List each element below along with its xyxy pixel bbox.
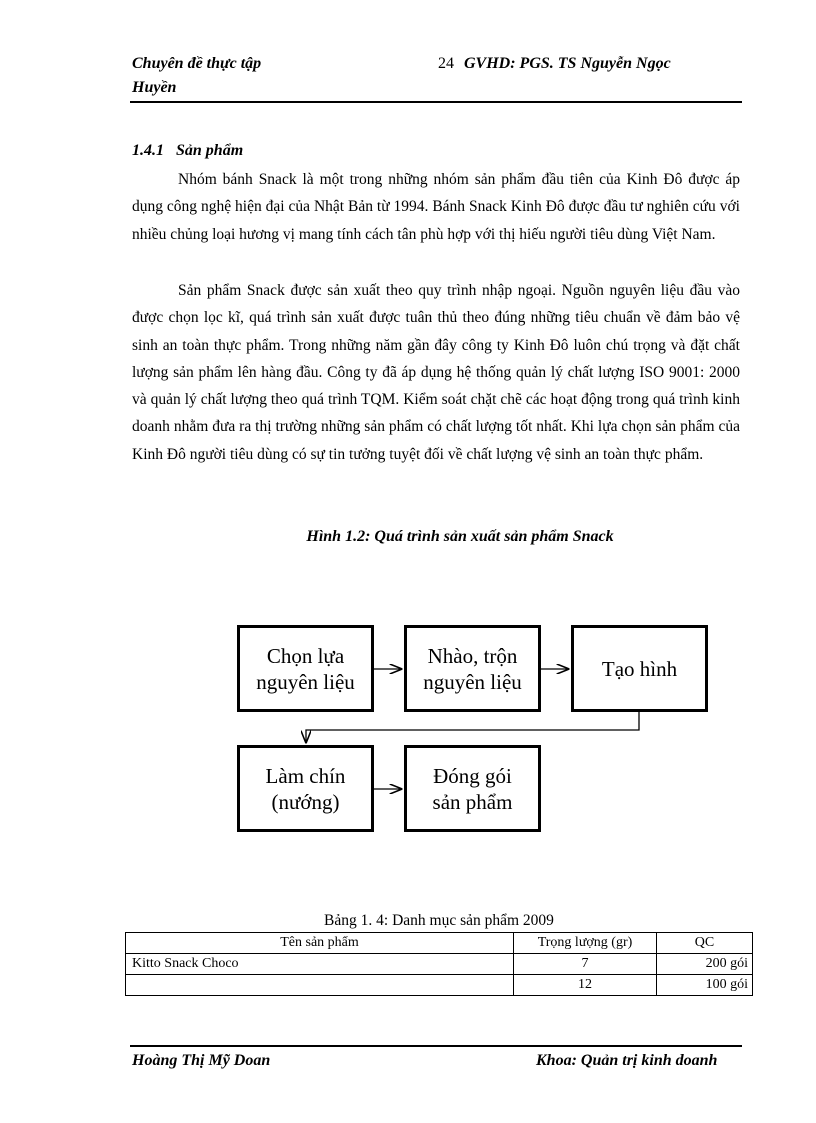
- header-supervisor: GVHD: PGS. TS Nguyễn Ngọc: [464, 55, 671, 72]
- step-label: nguyên liệu: [256, 669, 355, 694]
- product-table: [125, 932, 753, 996]
- arrow-step3-step4: [306, 712, 639, 742]
- col-header-product-name: Tên sản phẩm: [126, 933, 514, 954]
- cell-weight: 12: [514, 975, 657, 996]
- cell-weight: 7: [514, 954, 657, 975]
- table-row: [126, 975, 753, 996]
- step-label: nguyên liệu: [423, 669, 522, 694]
- figure-caption: Hình 1.2: Quá trình sản xuất sản phẩm Snack: [306, 528, 614, 545]
- flow-step-knead-mix: [404, 625, 541, 712]
- step-label: Tạo hình: [601, 656, 678, 681]
- cell-product-name: Kitto Snack Choco: [126, 954, 514, 975]
- footer-author: Hoàng Thị Mỹ Doan: [132, 1052, 271, 1069]
- cell-qc: 200 gói: [657, 954, 753, 975]
- col-header-weight: Trọng lượng (gr): [514, 933, 657, 954]
- header-title: Chuyên đề thực tập: [132, 55, 262, 72]
- section-title: Sản phẩm: [176, 142, 244, 159]
- cell-product-name: [126, 975, 514, 996]
- step-label: sản phẩm: [432, 789, 513, 814]
- step-label: (nướng): [271, 789, 340, 814]
- page-number: 24: [438, 55, 454, 72]
- table-caption: Bảng 1. 4: Danh mục sản phẩm 2009: [324, 912, 554, 929]
- step-label: Đóng gói: [433, 763, 512, 788]
- flow-step-packaging: [404, 745, 541, 832]
- step-label: Nhào, trộn: [427, 643, 518, 668]
- footer-rule: [130, 1045, 742, 1047]
- section-number: 1.4.1: [132, 142, 164, 159]
- flow-step-shaping: [571, 625, 708, 712]
- step-label: Chọn lựa: [266, 643, 345, 668]
- flow-step-select-ingredients: [237, 625, 374, 712]
- col-header-qc: QC: [657, 933, 753, 954]
- paragraph-1: Nhóm bánh Snack là một trong những nhóm sản phẩm đầu tiên của Kinh Đô được áp dụng công nghệ hiện đại của Nhật Bản từ 1994. Bánh Snack Kinh Đô được đầu tư nghiên cứu với nhiều chủng loại hương vị mang tính cách tân phù hợp với thị hiếu người tiêu dùng Việt Nam.: [132, 171, 740, 243]
- footer-faculty: Khoa: Quản trị kinh doanh: [536, 1052, 718, 1069]
- table-row: [126, 954, 753, 975]
- flow-step-baking: [237, 745, 374, 832]
- step-label: Làm chín: [265, 763, 346, 788]
- header-title-continuation: Huyền: [132, 79, 177, 96]
- paragraph-2: Sản phẩm Snack được sản xuất theo quy trình nhập ngoại. Nguồn nguyên liệu đầu vào được chọn lọc kĩ, quá trình sản xuất được tuân thủ theo đúng những tiêu chuẩn về đảm bảo vệ sinh an toàn thực phẩm. Trong những năm gần đây công ty Kinh Đô luôn chú trọng và đặt chất lượng sản phẩm lên hàng đầu. Công ty đã áp dụng hệ thống quản lý chất lượng ISO 9001: 2000 và quản lý chất lượng theo quá trình TQM. Kiểm soát chặt chẽ các hoạt động trong quá trình kinh doanh nhằm đưa ra thị trường những sản phẩm có chất lượng tốt nhất. Khi lựa chọn sản phẩm của Kinh Đô người tiêu dùng có sự tin tưởng tuyệt đối về chất lượng vệ sinh an toàn thực phẩm.: [132, 282, 740, 463]
- table-header-row: [126, 933, 753, 954]
- cell-qc: 100 gói: [657, 975, 753, 996]
